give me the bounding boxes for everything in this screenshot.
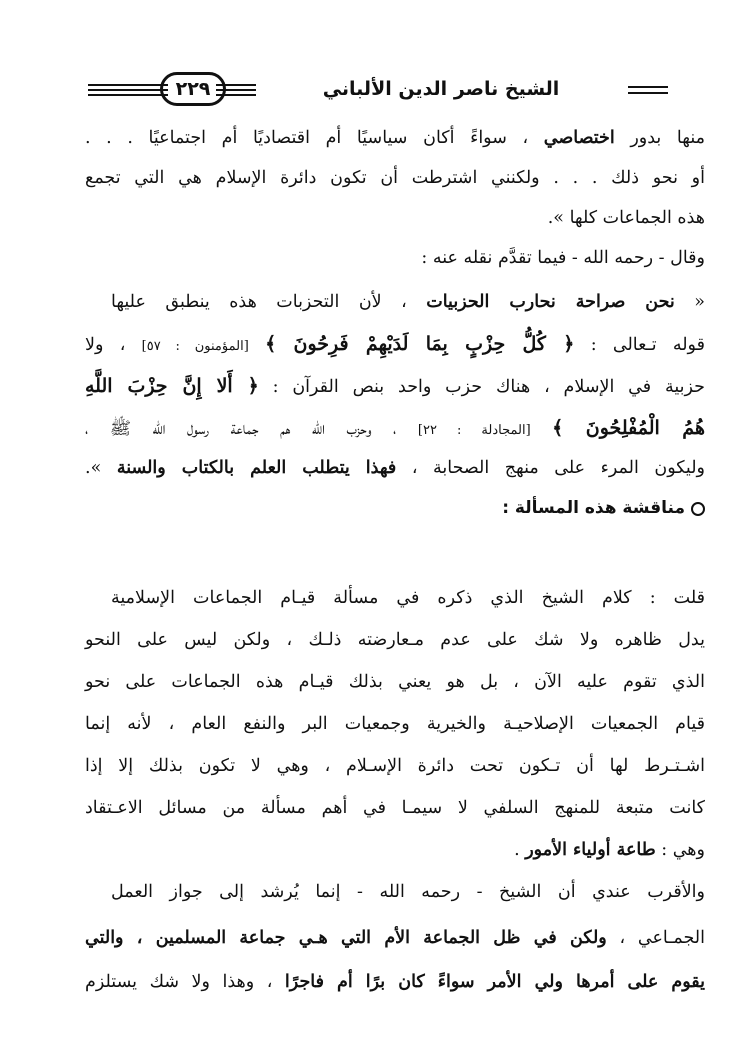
text-span: ، ولا	[85, 335, 126, 355]
text-line: والأقرب عندي أن الشيخ - رحمه الله - إنما يُرشد إلى جواز العمل	[111, 882, 705, 902]
text-line	[85, 408, 705, 448]
emphasis-span: ولكن في ظل الجماعة الأم التي هـي جماعة المسلمين ، والتي	[85, 928, 607, 948]
text-line: كانت متبعة للمنهج السلفي لا سيمـا في أهم مسألة من مسائل الاعـتقاد	[85, 798, 705, 818]
verse-reference: [المجادلة : ٢٢]	[417, 423, 531, 438]
text-line: الذي تقوم عليه الآن ، بل هو يعني بذلك قيـام هذه الجماعات على نحو	[85, 672, 705, 692]
text-line	[85, 118, 705, 158]
text-line	[85, 962, 705, 1002]
header-rule	[88, 89, 168, 91]
emphasis-span: يقوم على أمرها ولي الأمر سواءً كان برًا أم فاجرًا	[284, 972, 705, 992]
running-title: الشيخ ناصر الدين الألباني	[322, 78, 560, 100]
text-line: أو نحو ذلك . . . ولكنني اشترطت أن تكون دائرة الإسلام هي التي تجمع	[85, 168, 705, 188]
quote-close-mark: ».	[85, 458, 102, 478]
quran-verse: ﴿ كُلُّ حِزْبٍ بِمَا لَدَيْهِمْ فَرِحُونَ ﴾	[265, 333, 575, 355]
text-line: وقال - رحمه الله - فيما تقدَّم نقله عنه :	[421, 248, 705, 268]
page-header	[88, 70, 668, 110]
text-line	[85, 366, 705, 406]
text-span: ، وحزب الله هم جماعة رسول الله ﷺ ،	[85, 419, 397, 439]
text-span: وليكون المرء على منهج الصحابة ،	[411, 458, 705, 478]
emphasis-span: طاعة أولياء الأمور	[525, 840, 656, 860]
quran-verse: ﴿ أَلا إِنَّ حِزْبَ اللَّهِ	[85, 375, 259, 397]
quote-open-mark: «	[694, 292, 705, 312]
emphasis-span: اختصاصي	[543, 128, 615, 148]
text-span: .	[514, 840, 520, 860]
header-rule	[88, 94, 168, 96]
text-line: قيام الجمعيات الإصلاحيـة والخيرية وجمعيات البر والنفع العام ، لأنه إنما	[85, 714, 705, 734]
text-line	[85, 448, 705, 488]
quran-verse: هُمُ الْمُفْلِحُونَ ﴾	[552, 417, 705, 439]
page-number: ٢٢٩	[160, 72, 226, 106]
emphasis-span: فهذا يتطلب العلم بالكتاب والسنة	[116, 458, 397, 478]
text-span: ، وهذا ولا شك يستلزم	[85, 972, 273, 992]
section-heading	[85, 488, 705, 528]
text-line: يدل ظاهره ولا شك على عدم مـعارضته ذلـك ، ولكن ليس على النحو	[85, 630, 705, 650]
header-rule	[88, 84, 168, 86]
text-span: حزبية في الإسلام ، هناك حزب واحد بنص القرآن :	[272, 377, 705, 397]
text-line	[85, 918, 705, 958]
text-span: ، لأن التحزبات هذه ينطبق عليها	[111, 292, 407, 312]
header-rule	[628, 86, 668, 88]
text-span: ، سواءً أكان سياسيًا أم اقتصاديًا أم اجتماعيًا . . .	[85, 128, 529, 148]
text-span: الجمـاعي ،	[619, 928, 705, 948]
verse-reference: [المؤمنون : ٥٧]	[141, 339, 249, 354]
circle-bullet-icon	[691, 502, 705, 516]
emphasis-span: نحن صراحة نحارب الحزبيات	[426, 292, 675, 312]
section-heading-text: مناقشة هذه المسألة :	[502, 498, 685, 518]
text-line	[85, 830, 705, 870]
text-span: وهي :	[661, 840, 705, 860]
text-span: قوله تـعالى :	[590, 335, 705, 355]
text-line: قلت : كلام الشيخ الذي ذكره في مسألة قيـام الجماعات الإسلامية	[111, 588, 705, 608]
text-line	[85, 324, 705, 364]
header-rule	[628, 92, 668, 94]
text-line: اشـتـرط لها أن تـكون تحت دائرة الإسـلام ، وهي لا تكون بذلك إلا إذا	[85, 756, 705, 776]
text-line	[111, 282, 705, 322]
text-line: هذه الجماعات كلها ».	[547, 208, 705, 228]
text-span: منها بدور	[630, 128, 705, 148]
